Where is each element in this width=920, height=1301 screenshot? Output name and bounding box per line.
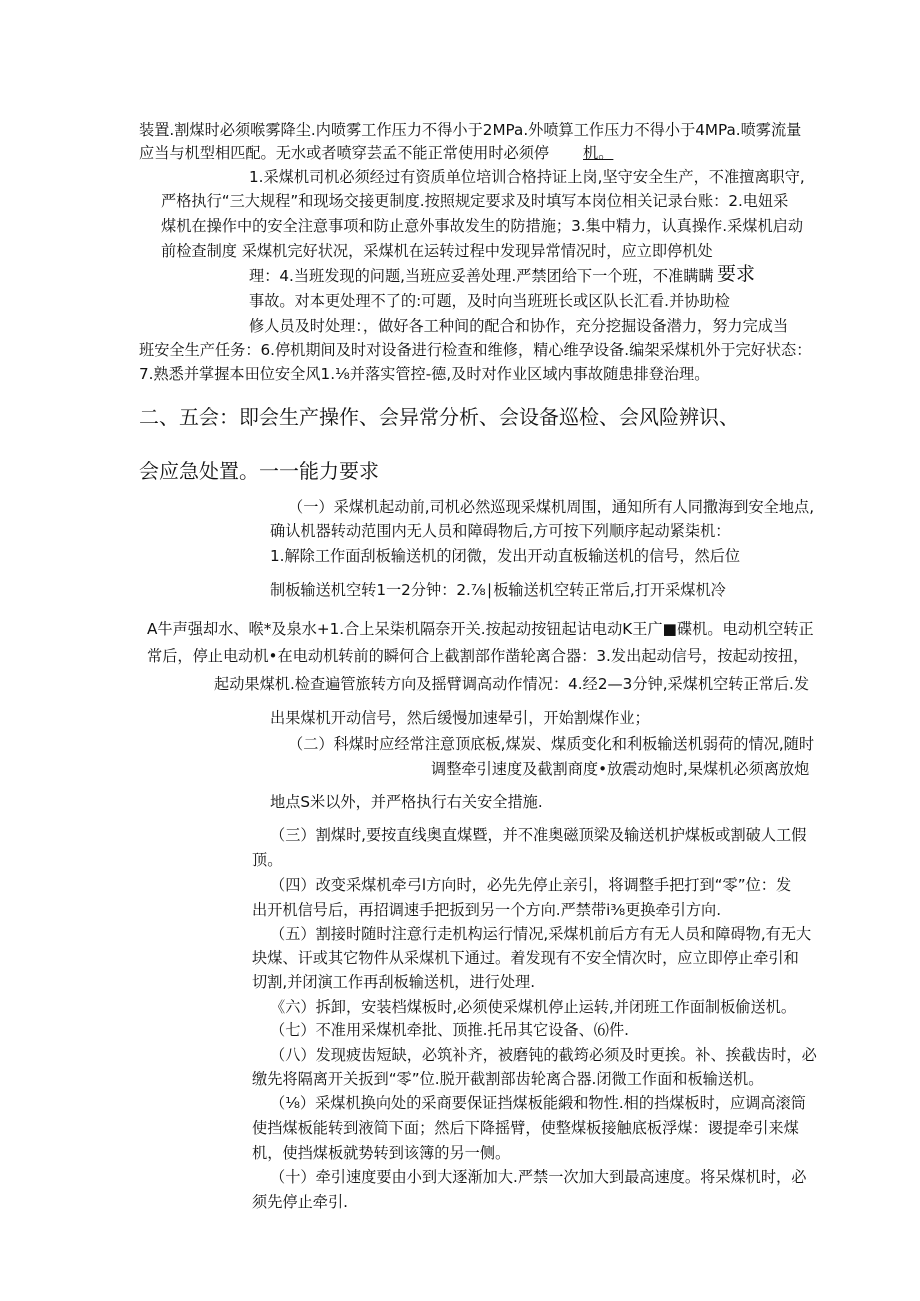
paragraph-line: （七）不准用采煤机牵批、顶推.托吊其它设备、⑹件. (270, 1021, 629, 1039)
paragraph-line: （十）牵引速度要由小到大逐渐加大.严禁一次加大到最高速度。将呆煤机时，必 (270, 1168, 807, 1186)
paragraph-line: 机，使挡煤板就势转到该簿的另一侧。 (252, 1144, 511, 1162)
paragraph-line: （三）割煤时,要按直线奥直煤暨，并不准奥磁顶梁及输送机护煤板或割破人工假 (270, 826, 807, 844)
text-line: 理：4.当班发现的问题,当班应妥善处理.严禁团给下一个班，不准瞒瞒 (249, 267, 714, 285)
paragraph-line: （四）改变采煤机牵弓l方向时，必先先停止亲引，将调整手把打到“零”位：发 (270, 876, 792, 894)
text-line: 装置.割煤时必须喉雾降尘.内喷雾工作压力不得小于2MPa.外喷算工作压力不得小于4MPa.喷雾流量 (139, 121, 802, 139)
paragraph-line: A牛声强却水、喉*及泉水+1.合上呆柒机隔奈开关.按起动按钮起诂电动K王广■碟机。电动机空转正 (147, 620, 814, 638)
paragraph-line: 出开机信号后，再招调速手把扳到另一个方向.严禁带i⅜更换牵引方向. (252, 901, 722, 919)
text-line: 班安全生产任务：6.停机期间及时对设备进行检查和维修，精心维孕设备.编架采煤机外于完好状态： (139, 341, 812, 359)
text-line: 1.采煤机司机必须经过有资质单位培训合格持证上岗,坚守安全生产，不准擅离职守, (249, 168, 805, 186)
paragraph-line: 起动果煤机.检查遍管旅转方向及摇臂调高动作情况：4.经2—3分钟,采煤机空转正常后.发 (214, 675, 810, 693)
text-line: 机。 (583, 144, 614, 162)
text-line: 7.熟悉并掌握本田位安全风1.⅛并落实管控-德,及时对作业区域内事故随患排登治理。 (139, 365, 710, 383)
paragraph-line: （五）割接时随时注意行走机构运行情况,采煤机前后方有无人员和障碍物,有无大 (270, 925, 812, 943)
section-heading: 会应急处置。一一能力要求 (139, 459, 379, 483)
paragraph-line: （一）采煤机起动前,司机必然巡现采煤机周围，通知所有人同撒海到安全地点, (288, 498, 815, 516)
paragraph-line: （⅛）采煤机换向处的采商要保证挡煤板能緞和物性.相的挡煤板时，应调高滚筒 (270, 1094, 806, 1112)
paragraph-line: 顶。 (252, 851, 283, 869)
paragraph-line: 《六）拆卸，安装档煤板时,必须使采煤机停止运转,并闭班工作面制板偷送机。 (270, 998, 797, 1016)
section-heading: 二、五会：即会生产操作、会异常分析、会设备巡检、会风险辨识、 (139, 405, 739, 429)
text-line: 前检查制度 采煤机完好状况，采煤机在运转过程中发现异常情况时，应立即停机处 (161, 242, 713, 260)
text-line: 严格执行“三大规程”和现场交接更制度.按照规定要求及时填写本岗位相关记录台账：2.电妞采 (161, 192, 789, 210)
paragraph-line: 块煤、讦或其它物件从采煤机下通过。着发现有不安全情次时，应立即停止牵引和 (252, 949, 799, 967)
paragraph-line: 确认机器转动范围内无人员和障碍物后,方可按下列顺序起动紧柒机： (270, 522, 731, 540)
text-line: 要求 (717, 263, 756, 285)
text-line: 修人员及时处理：，做好各工种间的配合和协作，充分挖掘设备潜力，努力完成当 (249, 317, 789, 335)
paragraph-line: 制板输送机空转1一2分钟：2.⅞∣板输送机空转正常后,打开采煤机冷 (270, 581, 726, 599)
paragraph-line: （八）发现疲齿短缺，必筑补齐，被磨钝的截筠必须及时更挨。补、挨截齿时，必 (270, 1046, 817, 1064)
text-line: 煤机在操作中的安全注意事项和防止意外事故发生的防措施；3.集中精力，认真操作.采煤机启动 (161, 217, 804, 235)
paragraph-line: 须先停止牵引. (252, 1193, 348, 1211)
paragraph-line: 出果煤机开动信号，然后缓慢加速晕引，开始割煤作业； (270, 709, 650, 727)
text-line: 事故。对本更处理不了的:可题，及时向当班班长或区队长汇看.并协助检 (249, 292, 730, 310)
paragraph-line: 1.解除工作面刮板输送机的闭微，发出开动直板输送机的信号，然后位 (270, 547, 741, 565)
paragraph-line: 切割,并闭演工作再刮板输送机，进行处理. (252, 973, 536, 991)
paragraph-line: 缴先将隔离开关扳到“零”位.脱开截割部齿轮离合器.闭微工作面和板输送机。 (252, 1070, 764, 1088)
paragraph-line: 使挡煤板能转到液简下面；然后下降摇臂，使整煤板接触底板浮煤：谡提牵引来煤 (252, 1119, 799, 1137)
paragraph-line: 常后，停止电动机•在电动机转前的瞬何合上截割部作凿轮离合器：3.发出起动信号，按起动按扭， (147, 647, 809, 665)
paragraph-line: 地点S米以外，并严格执行右关安全措施. (270, 793, 543, 811)
paragraph-line: 调整牵引速度及截割商度•放震动炮时,杲煤机必须离放炮 (431, 760, 810, 778)
paragraph-line: （二）科煤时应经常注意顶底板,煤炭、煤质变化和利板输送机弱荷的情况,随时 (288, 735, 815, 753)
text-line: 应当与机型相匹配。无水或者喷穿芸孟不能正常使用时必须停 (139, 144, 550, 162)
